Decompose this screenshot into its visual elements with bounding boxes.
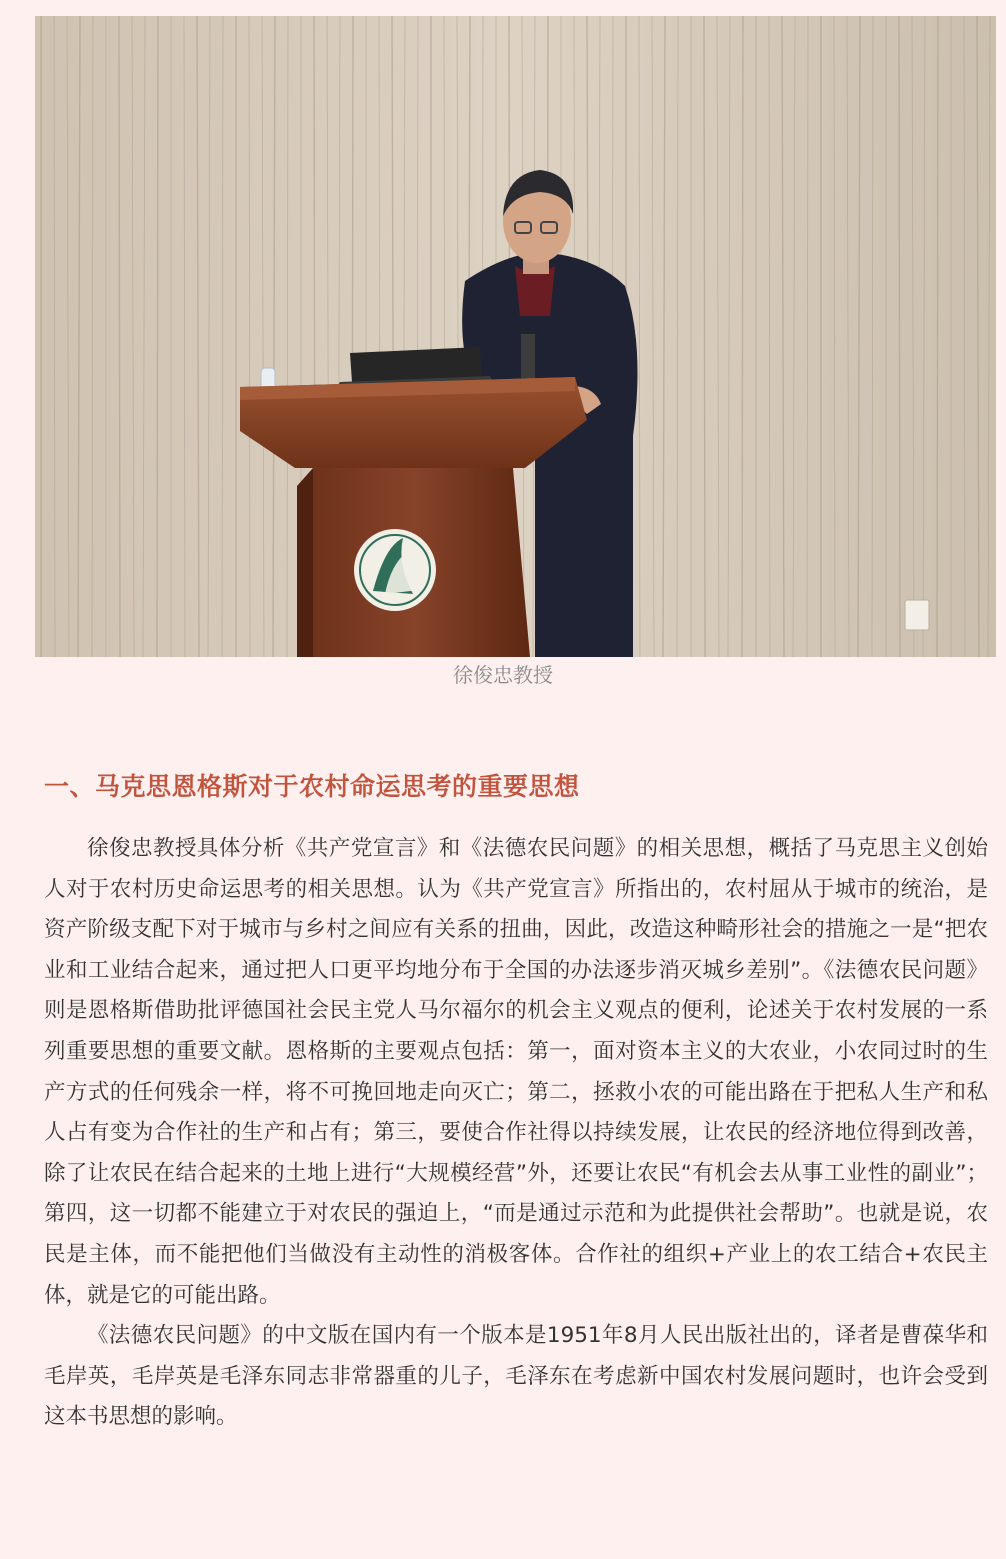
speaker-photo-illustration (35, 16, 996, 657)
article-body (44, 829, 988, 1438)
curtain-fold-line (742, 16, 743, 657)
curtain-fold-line (899, 16, 900, 657)
speaker-photo (35, 16, 996, 657)
paragraph: 《法德农民问题》的中文版在国内有一个版本是1951年8月人民出版社出的，译者是曹葆华和毛岸英，毛岸英是毛泽东同志非常器重的儿子，毛泽东在考虑新中国农村发展问题时，也许会受到这本书思想的影响。 (44, 1323, 988, 1430)
university-emblem (354, 529, 436, 611)
curtain-fold-line (119, 16, 120, 657)
photo-caption: 徐俊忠教授 (453, 663, 553, 687)
wall-outlet (905, 600, 929, 630)
curtain-fold-line (704, 16, 705, 657)
curtain-fold-line (937, 16, 938, 657)
paragraph: 徐俊忠教授具体分析《共产党宣言》和《法德农民问题》的相关思想，概括了马克思主义创始人对于农村历史命运思考的相关思想。认为《共产党宣言》所指出的，农村屈从于城市的统治，是资产阶级支配下对于城市与乡村之间应有关系的扭曲，因此，改造这种畸形社会的措施之一是“把农业和工业结合起来，通过把人口更平均地分布于全国的办法逐步消灭城乡差别”。《法德农民问题》则是恩格斯借助批评德国社会民主党人马尔福尔的机会主义观点的便利，论述关于农村发展的一系列重要思想的重要文献。恩格斯的主要观点包括：第一，面对资本主义的大农业，小农同过时的生产方式的任何残余一样，将不可挽回地走向灭亡；第二，拯救小农的可能出路在于把私人生产和私人占有变为合作社的生产和占有；第三，要使合作社得以持续发展，让农民的经济地位得到改善，除了让农民在结合起来的土地上进行“大规模经营”外，还要让农民“有机会去从事工业性的副业”；第四，这一切都不能建立于对农民的强迫上，“而是通过示范和为此提供社会帮助”。也就是说，农民是主体，而不能把他们当做没有主动性的消极客体。合作社的组织+产业上的农工结合+农民主体，就是它的可能出路。 (44, 836, 988, 1308)
section-heading: 一、马克思恩格斯对于农村命运思考的重要思想 (44, 771, 580, 801)
